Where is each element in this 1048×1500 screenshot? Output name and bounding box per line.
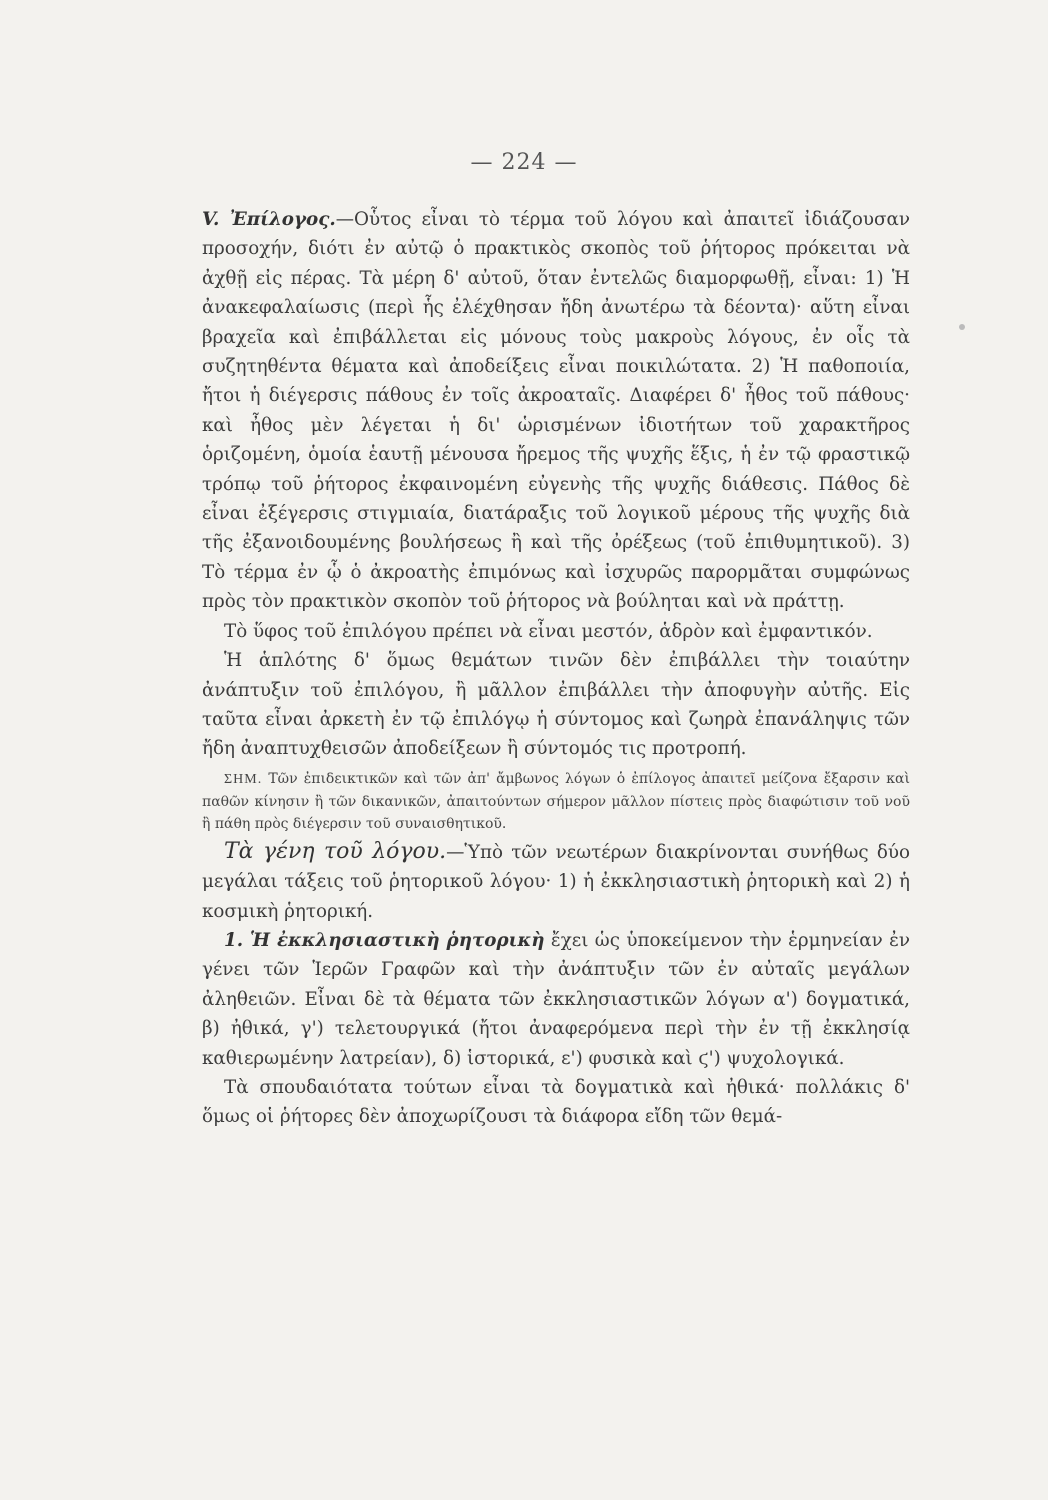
genres-heading: Τὰ γένη τοῦ λόγου. (224, 838, 447, 864)
page-body (202, 205, 910, 1132)
footnote-paragraph (202, 768, 910, 835)
epilogue-paragraph-text: —Οὗτος εἶναι τὸ τέρμα τοῦ λόγου καὶ ἀπαιτεῖ ἰδιάζουσαν προσοχήν, διότι ἐν αὐτῷ ὁ πρακτικὸς σκοπὸς τοῦ ῥήτορος πρόκειται νὰ ἀχθῇ εἰς πέρας. Τὰ μέρη δ' αὐτοῦ, ὅταν ἐντελῶς διαμορφωθῇ, εἶναι: 1) Ἡ ἀνακεφαλαίωσις (περὶ ἧς ἐλέχθησαν ἤδη ἀνωτέρω τὰ δέοντα)· αὕτη εἶναι βραχεῖα καὶ ἐπιβάλλεται εἰς μόνους τοὺς μακροὺς λόγους, ἐν οἷς τὰ συζητηθέντα θέματα καὶ ἀποδείξεις εἶναι ποικιλώτατα. 2) Ἡ παθοποιία, ἤτοι ἡ διέγερσις πάθους ἐν τοῖς ἀκροαταῖς. Διαφέρει δ' ἦθος τοῦ πάθους· καὶ ἦθος μὲν λέγεται ἡ δι' ὡρισμένων ἰδιοτήτων τοῦ χαρακτῆρος ὁριζομένη, ὁμοία ἑαυτῇ μένουσα ἤρεμος τῆς ψυχῆς ἕξις, ἡ ἐν τῷ φραστικῷ τρόπῳ τοῦ ῥήτορος ἐκφαινομένη εὐγενὴς τῆς ψυχῆς διάθεσις. Πάθος δὲ εἶναι ἐξέγερσις στιγμιαία, διατάραξις τοῦ λογικοῦ μέρους τῆς ψυχῆς διὰ τῆς ἐξανοιδουμένης βουλήσεως ἢ καὶ τῆς ὀρέξεως (τοῦ ἐπιθυμητικοῦ). 3) Τὸ τέρμα ἐν ᾧ ὁ ἀκροατὴς ἐπιμόνως καὶ ἰσχυρῶς παρορμᾶται συμφώνως πρὸς τὸν πρακτικὸν σκοπὸν τοῦ ῥήτορος νὰ βούληται καὶ νὰ πράττῃ. (202, 209, 910, 613)
genres-paragraph-text: —Ὑπὸ τῶν νεωτέρων διακρίνονται συνήθως δύο μεγάλαι τάξεις τοῦ ῥητορικοῦ λόγου· 1) ἡ ἐκκλησιαστικὴ ῥητορικὴ καὶ 2) ἡ κοσμικὴ ῥητορική. (202, 841, 910, 922)
page-number: — 224 — (470, 150, 578, 175)
footnote-label: ΣΗΜ. (224, 771, 263, 787)
epilogue-paragraph (202, 205, 910, 617)
footnote-text: Τῶν ἐπιδεικτικῶν καὶ τῶν ἀπ' ἄμβωνος λόγων ὁ ἐπίλογος ἀπαιτεῖ μείζονα ἔξαρσιν καὶ παθῶν κίνησιν ἢ τῶν δικανικῶν, ἀπαιτούντων σήμερον μᾶλλον πίστεις πρὸς διαφώτισιν τοῦ νοῦ ἢ πάθη πρὸς διέγερσιν τοῦ συναισθητικοῦ. (202, 770, 910, 832)
ecclesiastical-heading: 1. Ἡ ἐκκλησιαστικὴ ῥητορικὴ (224, 929, 545, 951)
dogmatic-paragraph: Τὰ σπουδαιότατα τούτων εἶναι τὰ δογματικὰ καὶ ἠθικά· πολλάκις δ' ὅμως οἱ ῥήτορες δὲν ἀποχωρίζουσι τὰ διάφορα εἴδη τῶν θεμά- (202, 1076, 910, 1128)
ecclesiastical-paragraph-text: ἔχει ὡς ὑποκείμενον τὴν ἑρμηνείαν ἐν γένει τῶν Ἱερῶν Γραφῶν καὶ τὴν ἀνάπτυξιν τῶν ἐν αὐταῖς μεγάλων ἀληθειῶν. Εἶναι δὲ τὰ θέματα τῶν ἐκκλησιαστικῶν λόγων α') δογματικά, β) ἠθικά, γ') τελετουργικά (ἤτοι ἀναφερόμενα περὶ τὴν ἐν τῇ ἐκκλησίᾳ καθιερωμένην λατρείαν), δ) ἱστορικά, ε') φυσικὰ καὶ ϛ') ψυχολογικά. (202, 929, 910, 1069)
style-paragraph: Τὸ ὕφος τοῦ ἐπιλόγου πρέπει νὰ εἶναι μεστόν, ἁδρὸν καὶ ἐμφαντικόν. (224, 620, 873, 642)
simplicity-paragraph: Ἡ ἁπλότης δ' ὅμως θεμάτων τινῶν δὲν ἐπιβάλλει τὴν τοιαύτην ἀνάπτυξιν τοῦ ἐπιλόγου, ἢ μᾶλλον ἐπιβάλλει τὴν ἀποφυγὴν αὐτῆς. Εἰς ταῦτα εἶναι ἀρκετὴ ἐν τῷ ἐπιλόγῳ ἡ σύντομος καὶ ζωηρὰ ἐπανάληψις τῶν ἤδη ἀναπτυχθεισῶν ἀποδείξεων ἢ σύντομός τις προτροπή. (202, 650, 910, 760)
genres-paragraph (202, 837, 910, 926)
print-speck (959, 324, 965, 330)
epilogue-heading: V. Ἐπίλογος. (202, 209, 336, 230)
ecclesiastical-paragraph (202, 926, 910, 1073)
